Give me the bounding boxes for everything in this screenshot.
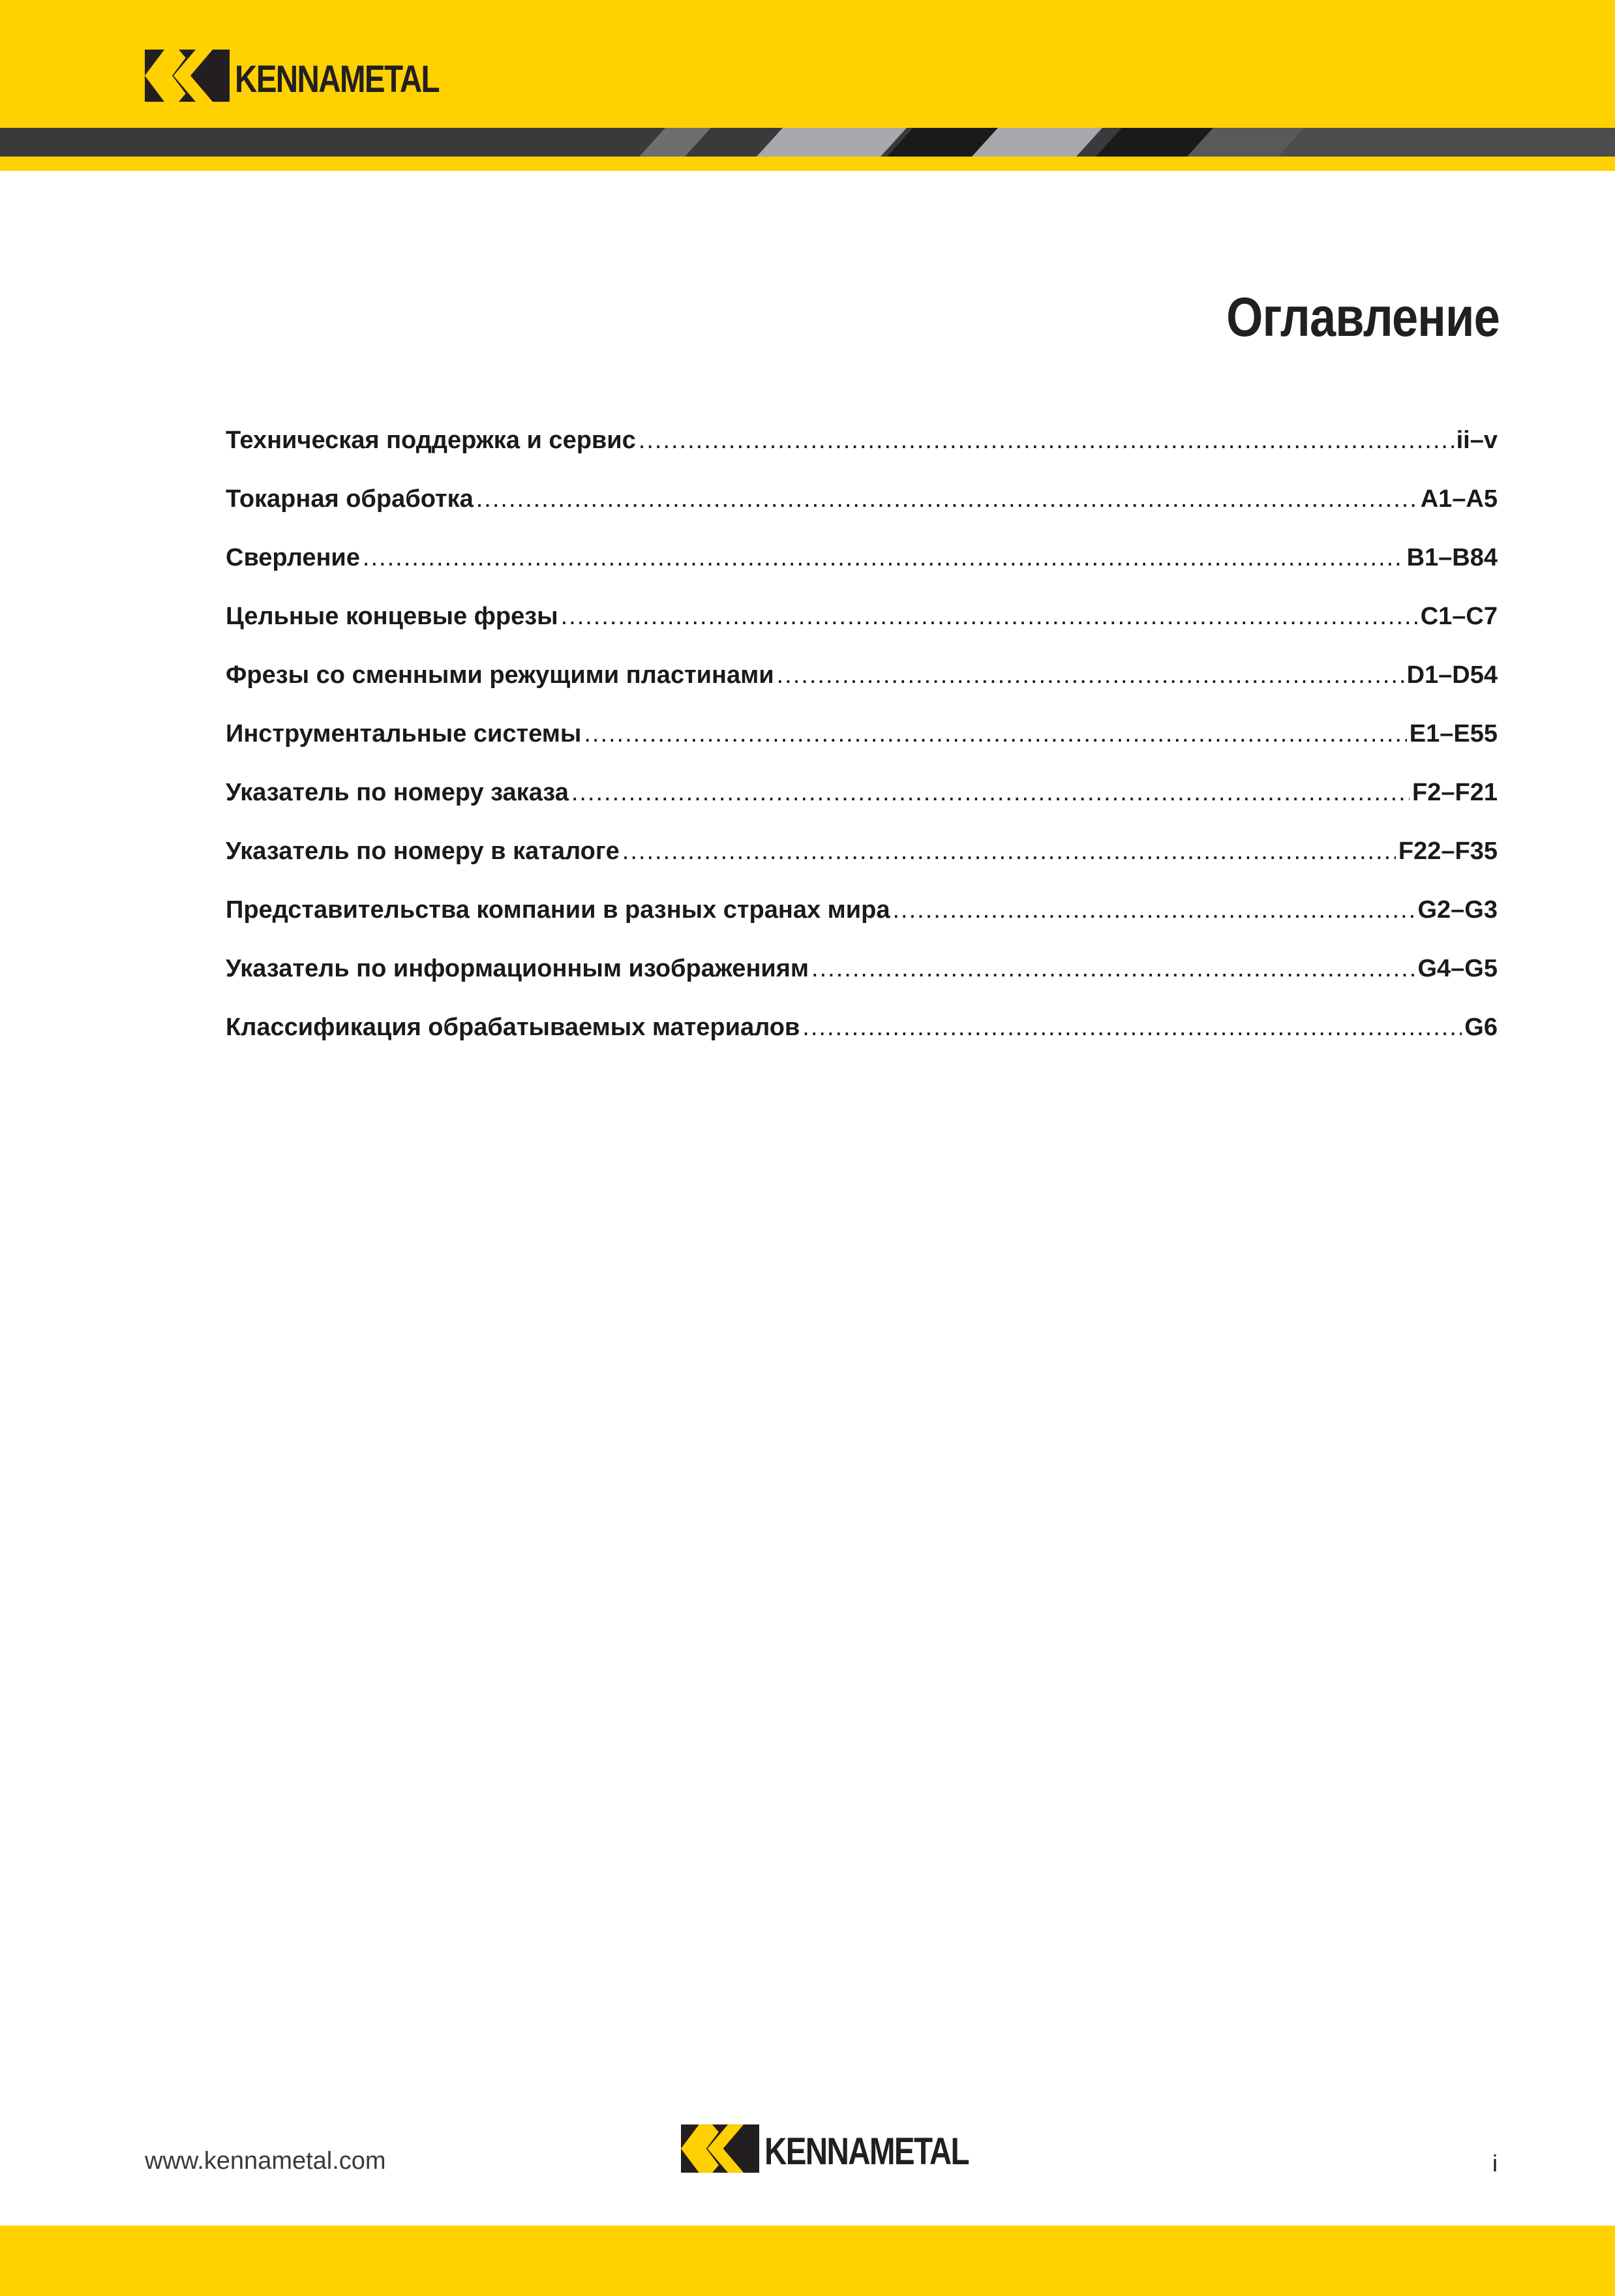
toc-entry-pages: D1–D54 bbox=[1406, 661, 1498, 689]
toc-entry-pages: G4–G5 bbox=[1417, 955, 1498, 982]
toc-dot-leader bbox=[811, 955, 1415, 983]
toc-entry[interactable] bbox=[226, 661, 1498, 720]
toc-entry[interactable] bbox=[226, 1014, 1498, 1072]
toc-entry-label: Техническая поддержка и сервис bbox=[226, 427, 636, 454]
toc-dot-leader bbox=[476, 485, 1418, 513]
toc-entry-label: Указатель по информационным изображениям bbox=[226, 955, 809, 982]
toc-entry[interactable] bbox=[226, 544, 1498, 603]
toc-dot-leader bbox=[777, 661, 1404, 689]
kennametal-logo-header bbox=[145, 50, 484, 102]
toc-entry[interactable] bbox=[226, 427, 1498, 485]
brand-wordmark: KENNAMETAL bbox=[235, 57, 439, 100]
toc-entry[interactable] bbox=[226, 955, 1498, 1014]
footer-url-link[interactable]: www.kennametal.com bbox=[145, 2147, 386, 2175]
toc-entry-pages: A1–A5 bbox=[1420, 485, 1498, 513]
toc-entry-label: Представительства компании в разных странах мира bbox=[226, 896, 890, 924]
toc-entry[interactable] bbox=[226, 779, 1498, 838]
toc-entry-pages: C1–C7 bbox=[1420, 603, 1498, 630]
toc-dot-leader bbox=[802, 1014, 1462, 1042]
toc-entry-pages: G6 bbox=[1464, 1014, 1498, 1041]
toc-entry[interactable] bbox=[226, 838, 1498, 896]
stripe-underline bbox=[0, 157, 1615, 171]
kennametal-logo-footer bbox=[681, 2123, 1014, 2173]
toc-entry-pages: G2–G3 bbox=[1417, 896, 1498, 924]
toc-dot-leader bbox=[363, 544, 1404, 572]
toc-entry-label: Фрезы со сменными режущими пластинами bbox=[226, 661, 774, 689]
brand-wordmark-footer: KENNAMETAL bbox=[764, 2130, 969, 2173]
toc-entry-label: Сверление bbox=[226, 544, 360, 571]
toc-entry[interactable] bbox=[226, 896, 1498, 955]
toc-entry-pages: F2–F21 bbox=[1412, 779, 1498, 806]
table-of-contents bbox=[226, 427, 1498, 1072]
toc-dot-leader bbox=[571, 779, 1410, 807]
page-title: Оглавление bbox=[1226, 286, 1500, 348]
decorative-stripe bbox=[0, 128, 1615, 157]
toc-entry-pages: F22–F35 bbox=[1398, 838, 1498, 865]
toc-entry-pages: ii–v bbox=[1456, 427, 1498, 454]
toc-dot-leader bbox=[622, 838, 1396, 866]
kennametal-k-icon bbox=[681, 2124, 759, 2173]
toc-entry-label: Токарная обработка bbox=[226, 485, 474, 513]
kennametal-k-icon bbox=[145, 50, 230, 102]
toc-entry-label: Указатель по номеру в каталоге bbox=[226, 838, 620, 865]
toc-dot-leader bbox=[639, 427, 1454, 455]
toc-entry-label: Цельные концевые фрезы bbox=[226, 603, 558, 630]
toc-entry[interactable] bbox=[226, 485, 1498, 544]
toc-dot-leader bbox=[892, 896, 1415, 924]
toc-dot-leader bbox=[561, 603, 1418, 631]
toc-entry-pages: B1–B84 bbox=[1406, 544, 1498, 571]
footer-band bbox=[0, 2226, 1615, 2296]
toc-entry-label: Указатель по номеру заказа bbox=[226, 779, 569, 806]
toc-dot-leader bbox=[584, 720, 1406, 748]
toc-entry[interactable] bbox=[226, 720, 1498, 779]
page-number: i bbox=[1492, 2150, 1498, 2177]
toc-entry[interactable] bbox=[226, 603, 1498, 661]
toc-entry-label: Инструментальные системы bbox=[226, 720, 582, 748]
toc-entry-pages: E1–E55 bbox=[1409, 720, 1498, 748]
toc-entry-label: Классификация обрабатываемых материалов bbox=[226, 1014, 800, 1041]
